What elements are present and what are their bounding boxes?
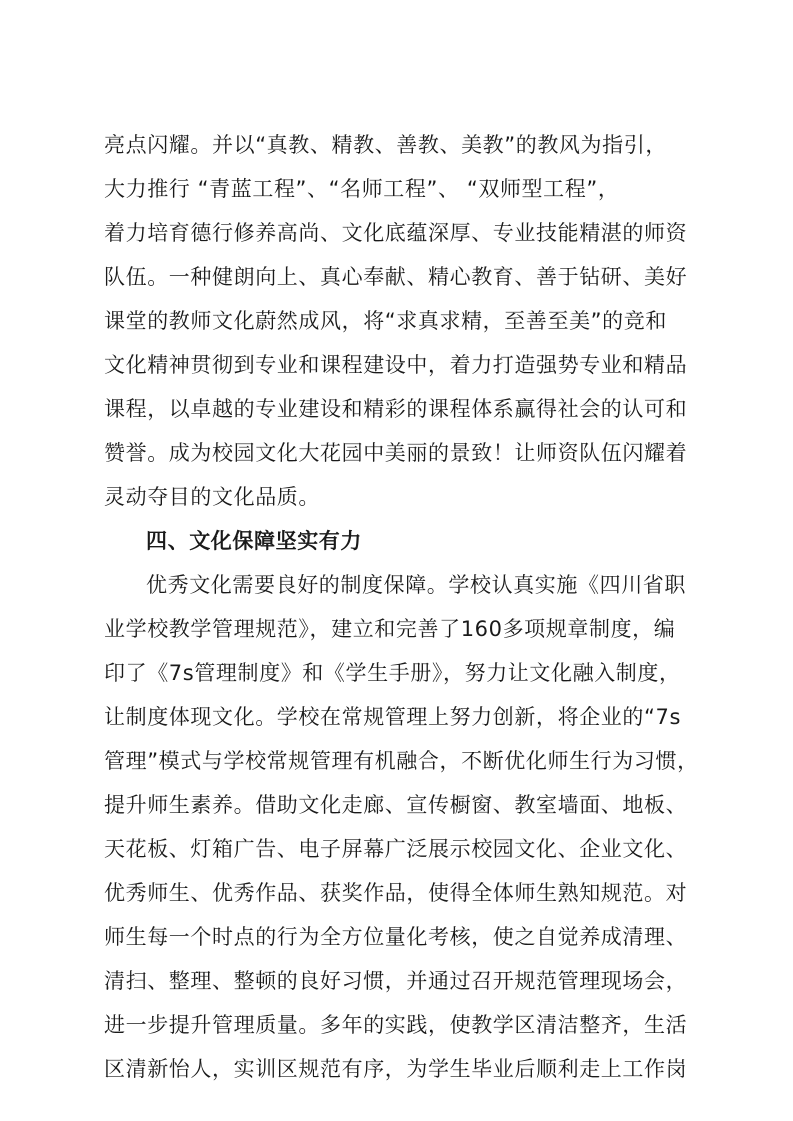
paragraph2-line: 进一步提升管理质量。多年的实践，使教学区清洁整齐，生活 bbox=[104, 1013, 688, 1037]
paragraph2-line: 业学校教学管理规范》，建立和完善了160多项规章制度，编 bbox=[104, 617, 676, 641]
paragraph2-line: 天花板、灯箱广告、电子屏幕广泛展示校园文化、企业文化、 bbox=[104, 837, 688, 861]
paragraph2-line: 优秀师生、优秀作品、获奖作品，使得全体师生熟知规范。对 bbox=[104, 881, 688, 905]
section-heading: 四、文化保障坚实有力 bbox=[146, 529, 362, 553]
paragraph1-line: 着力培育德行修养高尚、文化底蕴深厚、专业技能精湛的师资 bbox=[104, 221, 688, 245]
paragraph2-line: 区清新怡人，实训区规范有序，为学生毕业后顺利走上工作岗 bbox=[104, 1057, 688, 1081]
paragraph1-line: 赞誉。成为校园文化大花园中美丽的景致！让师资队伍闪耀着 bbox=[104, 441, 688, 465]
paragraph2-line: 管理”模式与学校常规管理有机融合，不断优化师生行为习惯， bbox=[104, 749, 699, 773]
paragraph1-line: 亮点闪耀。并以“真教、精教、善教、美教”的教风为指引， bbox=[104, 133, 667, 157]
paragraph1-line: 大力推行 “青蓝工程”、“名师工程”、 “双师型工程”， bbox=[104, 177, 620, 201]
paragraph2-line: 提升师生素养。借助文化走廊、宣传橱窗、教室墙面、地板、 bbox=[104, 793, 688, 817]
paragraph2-line: 优秀文化需要良好的制度保障。学校认真实施《四川省职 bbox=[146, 573, 686, 597]
paragraph2-line: 印了《7s管理制度》和《学生手册》，努力让文化融入制度， bbox=[104, 661, 681, 685]
paragraph1-line: 文化精神贯彻到专业和课程建设中，着力打造强势专业和精品 bbox=[104, 353, 688, 377]
paragraph1-line: 灵动夺目的文化品质。 bbox=[104, 485, 320, 509]
paragraph1-line: 课堂的教师文化蔚然成风，将“求真求精，至善至美”的竞和 bbox=[104, 309, 667, 333]
paragraph2-line: 让制度体现文化。学校在常规管理上努力创新，将企业的“7s bbox=[104, 705, 681, 729]
paragraph2-line: 清扫、整理、整顿的良好习惯，并通过召开规范管理现场会， bbox=[104, 969, 688, 993]
paragraph1-line: 队伍。一种健朗向上、真心奉献、精心教育、善于钻研、美好 bbox=[104, 265, 688, 289]
paragraph1-line: 课程，以卓越的专业建设和精彩的课程体系赢得社会的认可和 bbox=[104, 397, 688, 421]
paragraph2-line: 师生每一个时点的行为全方位量化考核，使之自觉养成清理、 bbox=[104, 925, 688, 949]
